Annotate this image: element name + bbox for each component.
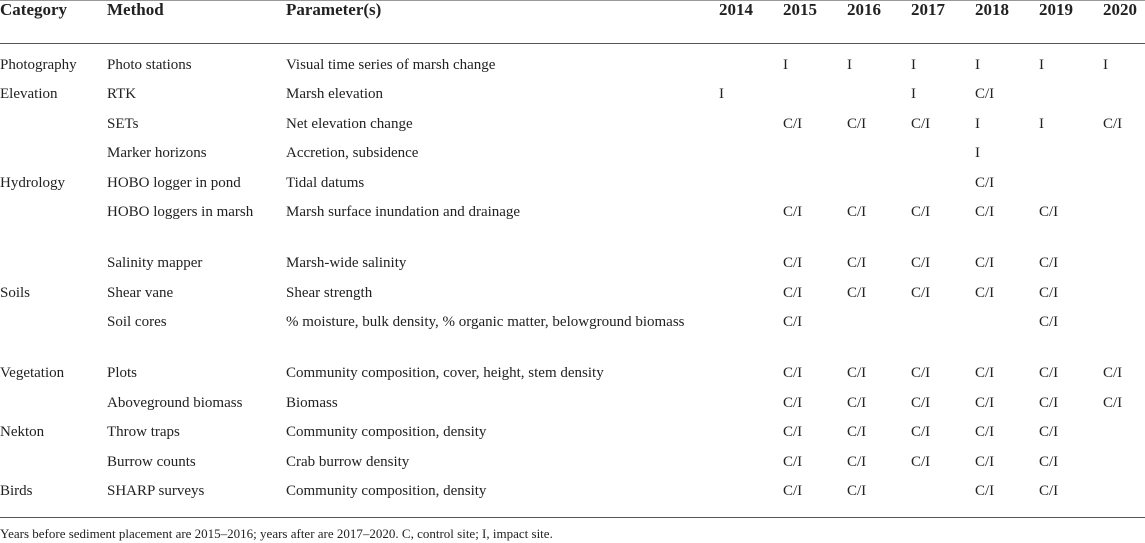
- year-2019-cell: C/I: [1039, 395, 1059, 411]
- method-cell: HOBO logger in pond: [107, 175, 241, 191]
- year-2018-cell: I: [975, 145, 980, 161]
- method-cell: SHARP surveys: [107, 483, 205, 499]
- year-2019-cell: C/I: [1039, 204, 1059, 220]
- category-cell: Soils: [0, 285, 31, 301]
- method-cell: Photo stations: [107, 57, 192, 73]
- category-cell: Photography: [0, 57, 77, 73]
- year-2016-cell: C/I: [847, 395, 867, 411]
- year-2015-cell: C/I: [783, 424, 803, 440]
- year-2019-cell: C/I: [1039, 365, 1059, 381]
- year-2016-cell: C/I: [847, 285, 867, 301]
- header-2019: 2019: [1039, 0, 1073, 19]
- parameter-cell: Accretion, subsidence: [286, 145, 419, 161]
- year-2018-cell: C/I: [975, 395, 995, 411]
- year-2017-cell: C/I: [911, 116, 931, 132]
- method-cell: SETs: [107, 116, 139, 132]
- header-rule: [0, 43, 1145, 44]
- parameter-cell: Net elevation change: [286, 116, 413, 132]
- year-2017-cell: C/I: [911, 454, 931, 470]
- year-2015-cell: C/I: [783, 314, 803, 330]
- year-2019-cell: C/I: [1039, 314, 1059, 330]
- category-cell: Elevation: [0, 86, 58, 102]
- parameter-cell: Marsh-wide salinity: [286, 255, 407, 271]
- year-2016-cell: C/I: [847, 424, 867, 440]
- header-category: Category: [0, 0, 68, 19]
- method-cell: Soil cores: [107, 314, 167, 330]
- method-cell: Aboveground biomass: [107, 395, 243, 411]
- method-cell: Marker horizons: [107, 145, 207, 161]
- parameter-cell: Marsh surface inundation and drainage: [286, 204, 521, 220]
- parameter-cell: % moisture, bulk density, % organic matter, belowground biomass: [286, 314, 685, 330]
- year-2018-cell: C/I: [975, 204, 995, 220]
- category-cell: Vegetation: [0, 365, 65, 381]
- year-2017-cell: C/I: [911, 395, 931, 411]
- year-2019-cell: C/I: [1039, 483, 1059, 499]
- bottom-rule: [0, 517, 1145, 518]
- parameter-cell: Biomass: [286, 395, 338, 411]
- year-2020-cell: C/I: [1103, 116, 1123, 132]
- category-cell: Birds: [0, 483, 33, 499]
- year-2019-cell: C/I: [1039, 424, 1059, 440]
- year-2014-cell: I: [719, 86, 724, 102]
- year-2020-cell: C/I: [1103, 365, 1123, 381]
- year-2019-cell: C/I: [1039, 255, 1059, 271]
- year-2017-cell: C/I: [911, 285, 931, 301]
- year-2015-cell: C/I: [783, 204, 803, 220]
- parameter-cell: Marsh elevation: [286, 86, 384, 102]
- header-2016: 2016: [847, 0, 881, 19]
- method-cell: Shear vane: [107, 285, 174, 301]
- table-header: [0, 0, 1145, 42]
- header-2015: 2015: [783, 0, 817, 19]
- table-footnote: Years before sediment placement are 2015–2016; years after are 2017–2020. C, control site; I, impact site.: [0, 526, 553, 541]
- year-2017-cell: C/I: [911, 365, 931, 381]
- year-2016-cell: C/I: [847, 204, 867, 220]
- header-2020: 2020: [1103, 0, 1137, 19]
- method-cell: Burrow counts: [107, 454, 196, 470]
- parameter-cell: Shear strength: [286, 285, 373, 301]
- method-cell: HOBO loggers in marsh: [107, 204, 254, 220]
- year-2020-cell: I: [1103, 57, 1108, 73]
- parameter-cell: Community composition, density: [286, 424, 487, 440]
- year-2016-cell: C/I: [847, 365, 867, 381]
- year-2015-cell: I: [783, 57, 788, 73]
- year-2018-cell: C/I: [975, 175, 995, 191]
- parameter-cell: Visual time series of marsh change: [286, 57, 496, 73]
- year-2017-cell: I: [911, 57, 916, 73]
- category-cell: Nekton: [0, 424, 45, 440]
- year-2017-cell: C/I: [911, 204, 931, 220]
- method-cell: RTK: [107, 86, 137, 102]
- year-2019-cell: I: [1039, 57, 1044, 73]
- year-2019-cell: C/I: [1039, 454, 1059, 470]
- year-2016-cell: C/I: [847, 483, 867, 499]
- parameter-cell: Crab burrow density: [286, 454, 410, 470]
- year-2018-cell: C/I: [975, 365, 995, 381]
- year-2019-cell: I: [1039, 116, 1044, 132]
- header-2014: 2014: [719, 0, 753, 19]
- year-2016-cell: C/I: [847, 116, 867, 132]
- year-2016-cell: C/I: [847, 255, 867, 271]
- year-2018-cell: C/I: [975, 483, 995, 499]
- year-2015-cell: C/I: [783, 395, 803, 411]
- year-2018-cell: I: [975, 116, 980, 132]
- method-cell: Plots: [107, 365, 138, 381]
- parameter-cell: Tidal datums: [286, 175, 365, 191]
- header-2018: 2018: [975, 0, 1009, 19]
- year-2018-cell: C/I: [975, 86, 995, 102]
- year-2018-cell: C/I: [975, 424, 995, 440]
- year-2018-cell: C/I: [975, 285, 995, 301]
- year-2020-cell: C/I: [1103, 395, 1123, 411]
- year-2017-cell: I: [911, 86, 916, 102]
- year-2016-cell: I: [847, 57, 852, 73]
- method-cell: Throw traps: [107, 424, 180, 440]
- year-2019-cell: C/I: [1039, 285, 1059, 301]
- parameter-cell: Community composition, cover, height, stem density: [286, 365, 604, 381]
- category-cell: Hydrology: [0, 175, 65, 191]
- year-2015-cell: C/I: [783, 255, 803, 271]
- year-2017-cell: C/I: [911, 255, 931, 271]
- year-2015-cell: C/I: [783, 365, 803, 381]
- year-2015-cell: C/I: [783, 454, 803, 470]
- year-2015-cell: C/I: [783, 285, 803, 301]
- year-2018-cell: C/I: [975, 454, 995, 470]
- year-2018-cell: C/I: [975, 255, 995, 271]
- header-2017: 2017: [911, 0, 945, 19]
- year-2016-cell: C/I: [847, 454, 867, 470]
- parameter-cell: Community composition, density: [286, 483, 487, 499]
- method-cell: Salinity mapper: [107, 255, 203, 271]
- year-2015-cell: C/I: [783, 483, 803, 499]
- header-parameters: Parameter(s): [286, 0, 382, 19]
- year-2018-cell: I: [975, 57, 980, 73]
- year-2017-cell: C/I: [911, 424, 931, 440]
- header-method: Method: [107, 0, 164, 19]
- year-2015-cell: C/I: [783, 116, 803, 132]
